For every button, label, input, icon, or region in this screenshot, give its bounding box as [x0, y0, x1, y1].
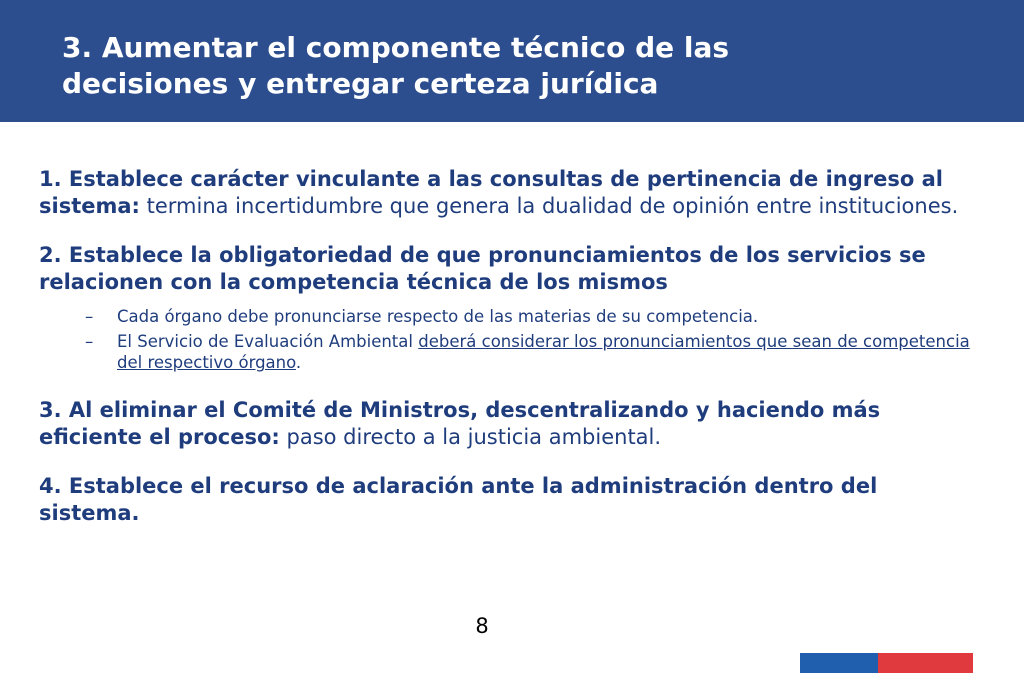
- subitem-2-link[interactable]: deberá considerar los pronunciamientos que sean de competencia del respectivo órgano: [117, 332, 970, 372]
- subitem-1: [85, 306, 974, 327]
- subitem-2: [85, 331, 974, 373]
- point-3-heading: 3. Al eliminar el Comité de Ministros, descentralizando y haciendo más eficiente el proceso:: [39, 398, 881, 449]
- point-4: [39, 473, 974, 527]
- slide-title-line1: 3. Aumentar el componente técnico de las: [62, 31, 730, 64]
- slide-title: [62, 30, 962, 102]
- slide-body: [39, 166, 974, 549]
- dash-bullet: –: [85, 332, 94, 351]
- point-3-text: paso directo a la justicia ambiental.: [279, 425, 662, 449]
- subitem-2-tail: .: [295, 353, 302, 372]
- point-2: [39, 242, 974, 296]
- point-1-heading: 1. Establece carácter vinculante a las consultas de pertinencia de ingreso al sistema:: [39, 167, 943, 218]
- flag-stripe-blue: [800, 653, 878, 673]
- point-4-heading: 4. Establece el recurso de aclaración ante la administración dentro del sistema.: [39, 474, 878, 525]
- point-3: [39, 397, 974, 451]
- page-number: 8: [475, 614, 489, 638]
- subitem-2-text: El Servicio de Evaluación Ambiental: [117, 332, 419, 351]
- subitem-1-text: Cada órgano debe pronunciarse respecto de las materias de su competencia.: [117, 307, 759, 326]
- point-1: [39, 166, 974, 220]
- flag-stripe-red: [878, 653, 973, 673]
- dash-bullet: –: [85, 307, 94, 326]
- point-2-subitems: [39, 306, 974, 373]
- point-2-heading: 2. Establece la obligatoriedad de que pronunciamientos de los servicios se relacionen con la competencia técnica de los mismos: [39, 243, 926, 294]
- point-1-text: termina incertidumbre que genera la dualidad de opinión entre instituciones.: [139, 194, 959, 218]
- slide-title-line2: decisiones y entregar certeza jurídica: [62, 67, 659, 100]
